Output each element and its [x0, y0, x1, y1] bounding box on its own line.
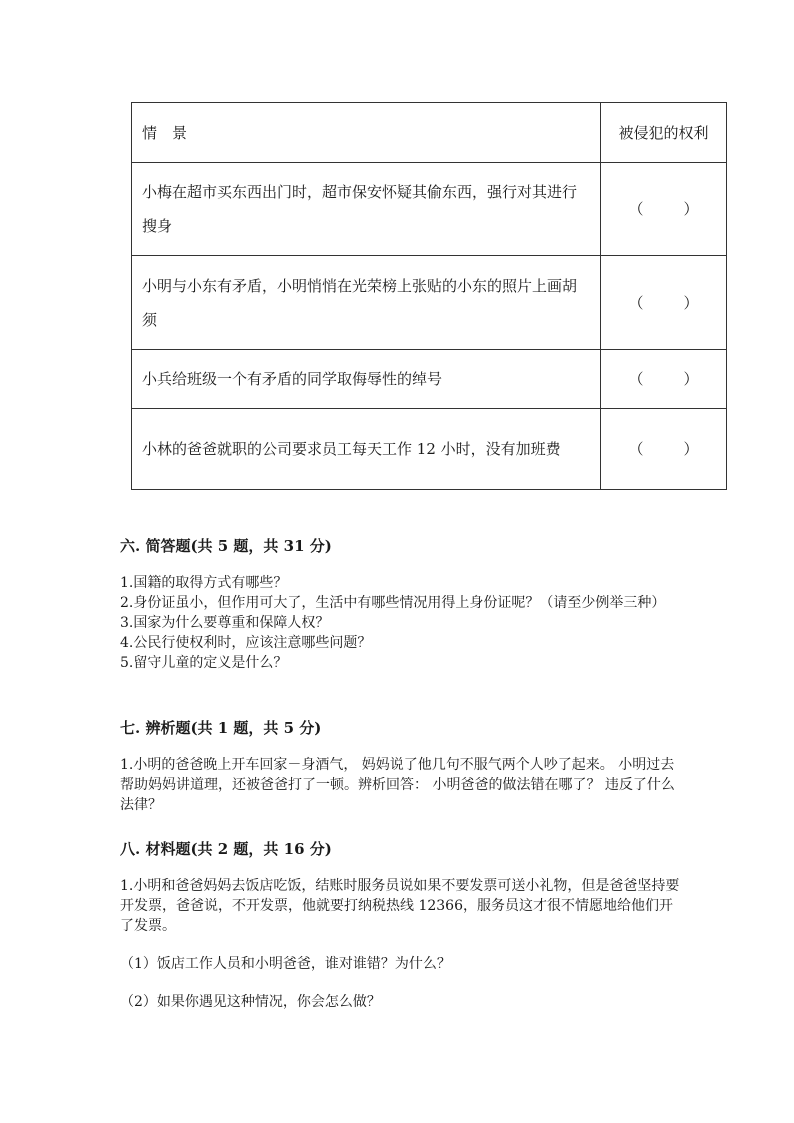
header-right: 被侵犯的权利	[601, 103, 727, 163]
sub-question: （2）如果你遇见这种情况，你会怎么做？	[120, 994, 381, 1010]
section-title: 七. 辨析题(共 1 题，共 5 分)	[120, 719, 322, 737]
table-row	[132, 409, 727, 490]
answer-cell[interactable]	[601, 409, 727, 490]
question: 1.国籍的取得方式有哪些？	[120, 575, 288, 591]
paren-open: （	[628, 440, 644, 458]
question: 4.公民行使权利时，应该注意哪些问题？	[120, 635, 372, 651]
answer-cell[interactable]	[601, 350, 727, 409]
rights-table	[131, 102, 727, 490]
table-row	[132, 256, 727, 350]
answer-cell[interactable]	[601, 256, 727, 350]
paren-open: （	[628, 200, 644, 218]
section-analysis	[120, 717, 680, 815]
question: 3.国家为什么要尊重和保障人权？	[120, 615, 330, 631]
paren-close: ）	[683, 370, 699, 388]
scene-cell: 小明与小东有矛盾，小明悄悄在光荣榜上张贴的小东的照片上画胡须	[132, 256, 601, 350]
question: 5.留守儿童的定义是什么？	[120, 655, 288, 671]
material-text: 1.小明和爸爸妈妈去饭店吃饭，结账时服务员说如果不要发票可送小礼物，但是爸爸坚持要开发票，爸爸说，不开发票，他就要打纳税热线 12366，服务员这才很不情愿地给他们开了发票。	[120, 878, 680, 934]
section-short-answer	[120, 535, 680, 673]
section-title: 八. 材料题(共 2 题，共 16 分)	[120, 840, 332, 858]
section-title: 六. 简答题(共 5 题，共 31 分)	[120, 537, 332, 555]
question: 1.小明的爸爸晚上开车回家－身酒气， 妈妈说了他几句不服气两个人吵了起来。 小明过去帮助妈妈讲道理，还被爸爸打了一顿。辨析回答： 小明爸爸的做法错在哪了？ 违反了什么法律？	[120, 757, 675, 813]
scene-cell: 小林的爸爸就职的公司要求员工每天工作 12 小时，没有加班费	[132, 409, 601, 490]
table-row	[132, 163, 727, 256]
table-row	[132, 350, 727, 409]
scene-cell: 小梅在超市买东西出门时，超市保安怀疑其偷东西，强行对其进行搜身	[132, 163, 601, 256]
paren-close: ）	[683, 200, 699, 218]
scene-cell: 小兵给班级一个有矛盾的同学取侮辱性的绰号	[132, 350, 601, 409]
header-scene: 情 景	[132, 103, 601, 163]
paren-close: ）	[683, 440, 699, 458]
question: 2.身份证虽小，但作用可大了，生活中有哪些情况用得上身份证呢？（请至少例举三种）	[120, 595, 666, 611]
sub-question: （1）饭店工作人员和小明爸爸，谁对谁错？为什么？	[120, 956, 451, 972]
section-material	[120, 838, 680, 1012]
answer-cell[interactable]	[601, 163, 727, 256]
table-header-row	[132, 103, 727, 163]
paren-open: （	[628, 293, 644, 312]
paren-open: （	[628, 370, 644, 388]
paren-close: ）	[683, 293, 699, 312]
